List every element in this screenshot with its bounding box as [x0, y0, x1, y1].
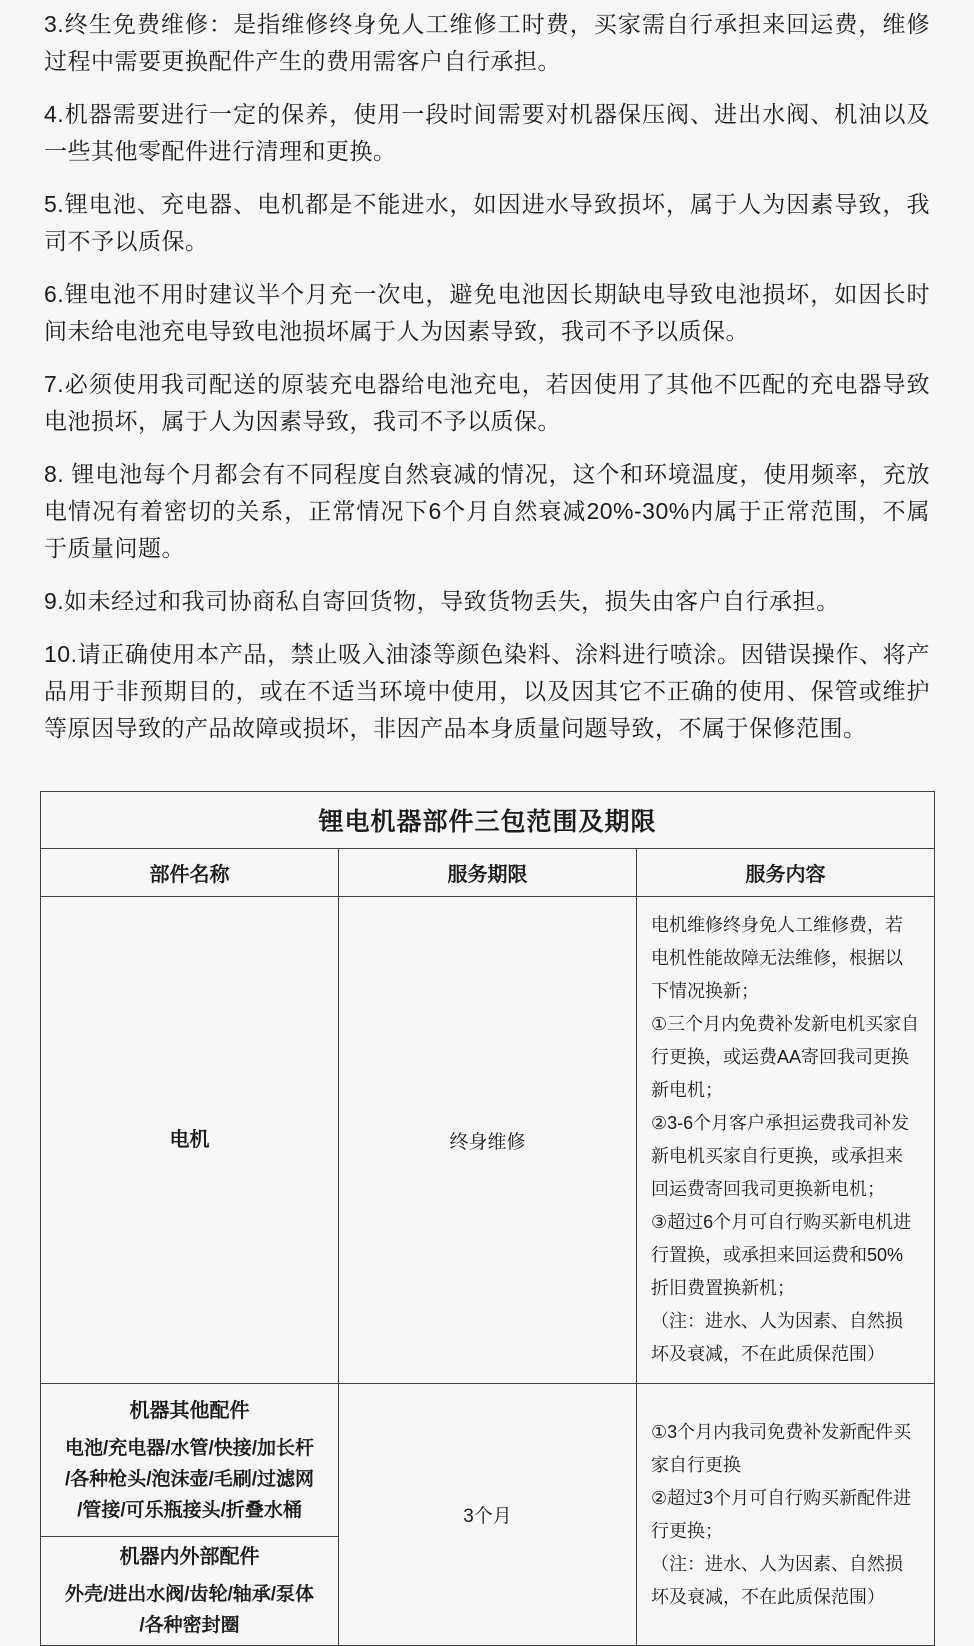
service-content-line: （注：进水、人为因素、自然损坏及衰减，不在此质保范围） [651, 1553, 903, 1607]
cell-motor-period: 终身维修 [339, 897, 637, 1384]
header-service-content: 服务内容 [637, 849, 935, 897]
service-content-line: ②超过3个月可自行购买新配件进行更换； [651, 1487, 912, 1541]
warranty-paragraph: 9.如未经过和我司协商私自寄回货物，导致货物丢失，损失由客户自行承担。 [44, 588, 840, 614]
warranty-paragraph: 5.锂电池、充电器、电机都是不能进水，如因进水导致损坏，属于人为因素导致，我司不予以质保。 [44, 191, 930, 254]
service-content-line: ①三个月内免费补发新电机买家自行更换，或运费AA寄回我司更换新电机； [651, 1014, 920, 1100]
cell-motor-content [637, 897, 935, 1384]
part-list-line: /管接/可乐瓶接头/折叠水桶 [77, 1499, 302, 1521]
service-content-line: 电机维修终身免人工维修费，若电机性能故障无法维修，根据以下情况换新； [651, 915, 903, 1001]
warranty-paragraph: 3.终生免费维修：是指维修终身免人工维修工时费，买家需自行承担来回运费，维修过程中需要更换配件产生的费用需客户自行承担。 [44, 11, 930, 74]
part-list-line: /各种密封圈 [139, 1615, 240, 1636]
header-service-period: 服务期限 [339, 849, 637, 897]
accessories-part-list [51, 1433, 328, 1526]
cell-motor-name: 电机 [41, 897, 339, 1384]
service-content-line: ①3个月内我司免费补发新配件买家自行更换 [651, 1421, 912, 1475]
cell-accessories-name [41, 1384, 339, 1537]
table-title: 锂电机器部件三包范围及期限 [41, 792, 935, 849]
warranty-paragraph: 8. 锂电池每个月都会有不同程度自然衰减的情况，这个和环境温度，使用频率，充放电情况有着密切的关系，正常情况下6个月自然衰减20%-30%内属于正常范围，不属于质量问题。 [44, 461, 930, 561]
part-list-line: 外壳/进出水阀/齿轮/轴承/泵体 [64, 1584, 315, 1605]
table-title-row [41, 792, 935, 849]
service-content-line: （注：进水、人为因素、自然损坏及衰减，不在此质保范围） [651, 1311, 903, 1364]
cell-shared-period: 3个月 [339, 1384, 637, 1646]
warranty-table [40, 791, 935, 1646]
warranty-paragraph: 10.请正确使用本产品，禁止吸入油漆等颜色染料、涂料进行喷涂。因错误操作、将产品用于非预期目的，或在不适当环境中使用，以及因其它不正确的使用、保管或维护等原因导致的产品故障或损坏，非因产品本身质量问题导致，不属于保修范围。 [44, 641, 930, 741]
service-content-line: ②3-6个月客户承担运费我司补发新电机买家自行更换，或承担来回运费寄回我司更换新电机； [651, 1113, 910, 1199]
warranty-paragraph: 4.机器需要进行一定的保养，使用一段时间需要对机器保压阀、进出水阀、机油以及一些其他零配件进行清理和更换。 [44, 101, 930, 164]
warranty-paragraph: 6.锂电池不用时建议半个月充一次电，避免电池因长期缺电导致电池损坏，如因长时间未给电池充电导致电池损坏属于人为因素导致，我司不予以质保。 [44, 281, 930, 344]
internal-group-title: 机器内外部配件 [119, 1546, 260, 1568]
internal-part-list [51, 1579, 328, 1641]
cell-shared-content [637, 1384, 935, 1646]
warranty-paragraph: 7.必须使用我司配送的原装充电器给电池充电，若因使用了其他不匹配的充电器导致电池损坏，属于人为因素导致，我司不予以质保。 [44, 371, 930, 434]
warranty-terms-list [44, 6, 930, 747]
accessories-group-title: 机器其他配件 [129, 1399, 250, 1422]
table-header-row [41, 849, 935, 897]
header-part-name: 部件名称 [41, 849, 339, 897]
cell-internal-parts-name [41, 1537, 339, 1646]
part-list-line: 电池/充电器/水管/快接/加长杆 [64, 1437, 315, 1459]
table-row-motor [41, 897, 935, 1384]
service-content-line: ③超过6个月可自行购买新电机进行置换，或承担来回运费和50%折旧费置换新机； [651, 1212, 912, 1298]
table-row-accessories [41, 1384, 935, 1537]
part-list-line: /各种枪头/泡沫壶/毛刷/过滤网 [64, 1468, 315, 1490]
